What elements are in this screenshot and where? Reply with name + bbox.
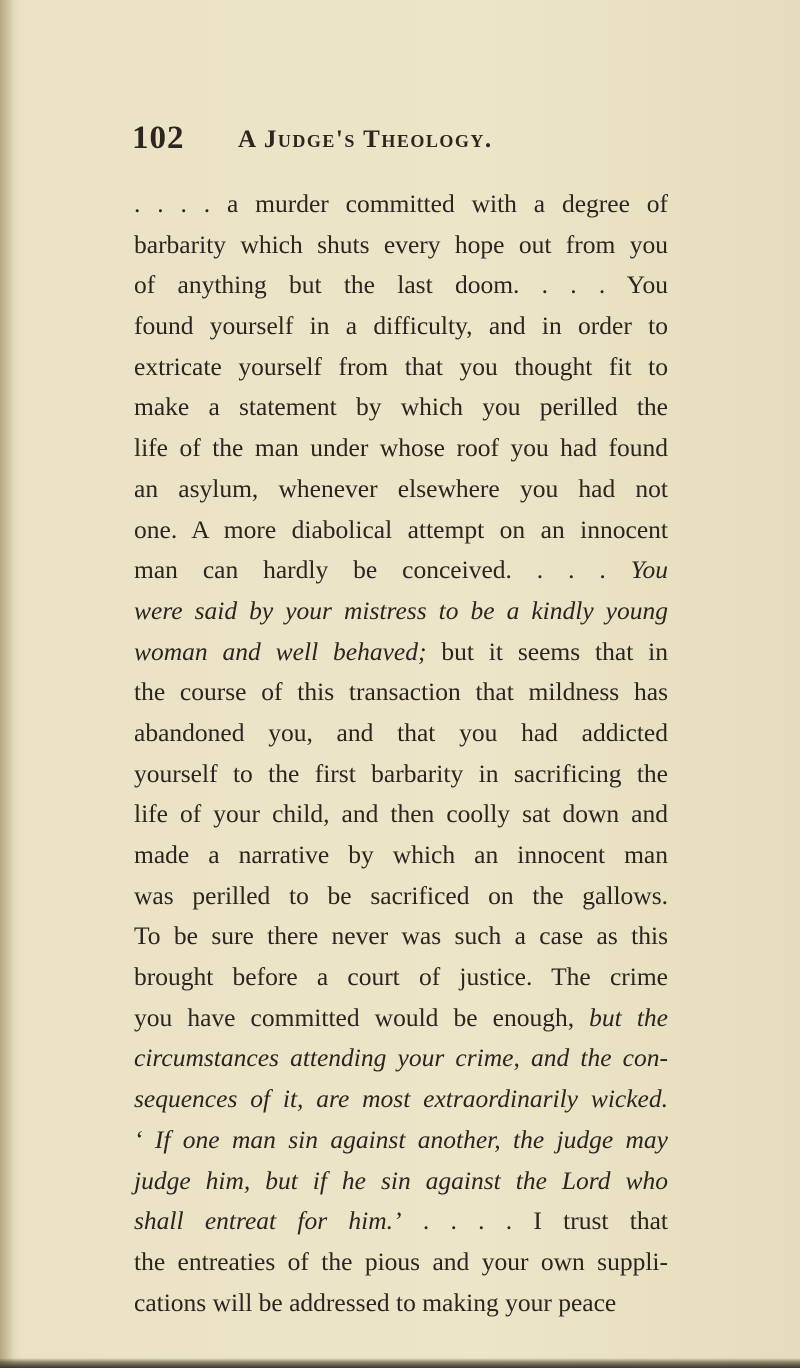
running-title: A Judge's Theology. <box>238 126 493 153</box>
page-bottom-edge <box>0 1358 800 1368</box>
italic-text-segment: sequences of it, are most extraordinarily wicked. <box>134 1084 668 1114</box>
text-segment: found yourself in a difficulty, and in order to <box>134 311 668 341</box>
text-line <box>134 306 668 347</box>
text-segment: but it seems that in <box>426 636 668 666</box>
text-segment: . . . . a murder committed with a degree of <box>134 189 668 218</box>
text-segment: of anything but the last doom. . . . You <box>134 270 668 300</box>
text-line <box>134 1283 668 1324</box>
text-line <box>134 1120 668 1161</box>
text-line <box>134 713 668 754</box>
text-segment: brought before a court of justice. The crime <box>134 962 668 992</box>
text-line <box>134 835 668 876</box>
italic-text-segment: judge him, but if he sin against the Lord who <box>134 1165 668 1195</box>
text-line <box>134 387 668 428</box>
text-segment: life of your child, and then coolly sat down and <box>134 799 668 829</box>
text-segment: you have committed would be enough, <box>134 1002 590 1032</box>
text-segment: an asylum, whenever elsewhere you had not <box>134 473 668 503</box>
text-line <box>134 672 668 713</box>
text-line <box>134 754 668 795</box>
text-line <box>134 428 668 469</box>
italic-text-segment: ‘ If one man sin against another, the judge may <box>134 1124 668 1154</box>
text-segment: made a narrative by which an innocent man <box>134 840 668 869</box>
italic-text-segment: but the <box>589 1002 668 1032</box>
text-line <box>134 591 668 632</box>
text-line <box>134 1242 668 1283</box>
italic-text-segment: woman and well behaved; <box>134 636 427 666</box>
text-line <box>134 1161 668 1202</box>
text-line <box>134 347 668 388</box>
text-segment: extricate yourself from that you thought fit to <box>134 351 668 381</box>
gutter-shadow <box>0 0 14 1368</box>
text-segment: life of the man under whose roof you had found <box>134 433 668 463</box>
italic-text-segment: circumstances attending your crime, and the con- <box>134 1043 668 1073</box>
body-text <box>134 184 668 1323</box>
text-line <box>134 957 668 998</box>
page-header <box>132 120 672 160</box>
text-segment: abandoned you, and that you had addicted <box>134 717 668 747</box>
italic-text-segment: were said by your mistress to be a kindly young <box>134 595 668 625</box>
text-segment: was perilled to be sacrificed on the gallows. <box>134 880 668 910</box>
italic-text-segment: shall entreat for him.’ <box>134 1206 402 1236</box>
text-segment: make a statement by which you perilled the <box>134 392 668 422</box>
text-segment: the entreaties of the pious and your own suppli- <box>134 1246 668 1276</box>
text-segment: cations will be addressed to making your peace <box>134 1287 617 1317</box>
text-line <box>134 916 668 957</box>
text-line <box>134 998 668 1039</box>
text-line <box>134 1201 668 1242</box>
page-number: 102 <box>132 120 185 156</box>
text-segment: the course of this transaction that mildness has <box>134 677 668 707</box>
text-segment: one. A more diabolical attempt on an innocent <box>134 514 668 544</box>
text-line <box>134 265 668 306</box>
text-segment: To be sure there never was such a case as this <box>134 921 668 951</box>
text-line <box>134 1079 668 1120</box>
text-segment: man can hardly be conceived. . . . <box>134 555 631 585</box>
text-line <box>134 794 668 835</box>
text-segment: barbarity which shuts every hope out from you <box>134 229 668 259</box>
text-segment: . . . . I trust that <box>401 1206 668 1236</box>
text-line <box>134 632 668 673</box>
text-line <box>134 510 668 551</box>
text-line <box>134 225 668 266</box>
italic-text-segment: You <box>630 555 668 585</box>
text-line <box>134 469 668 510</box>
text-line <box>134 550 668 591</box>
text-line <box>134 1038 668 1079</box>
text-line <box>134 876 668 917</box>
text-line <box>134 184 668 225</box>
text-segment: yourself to the first barbarity in sacrificing the <box>134 758 668 788</box>
